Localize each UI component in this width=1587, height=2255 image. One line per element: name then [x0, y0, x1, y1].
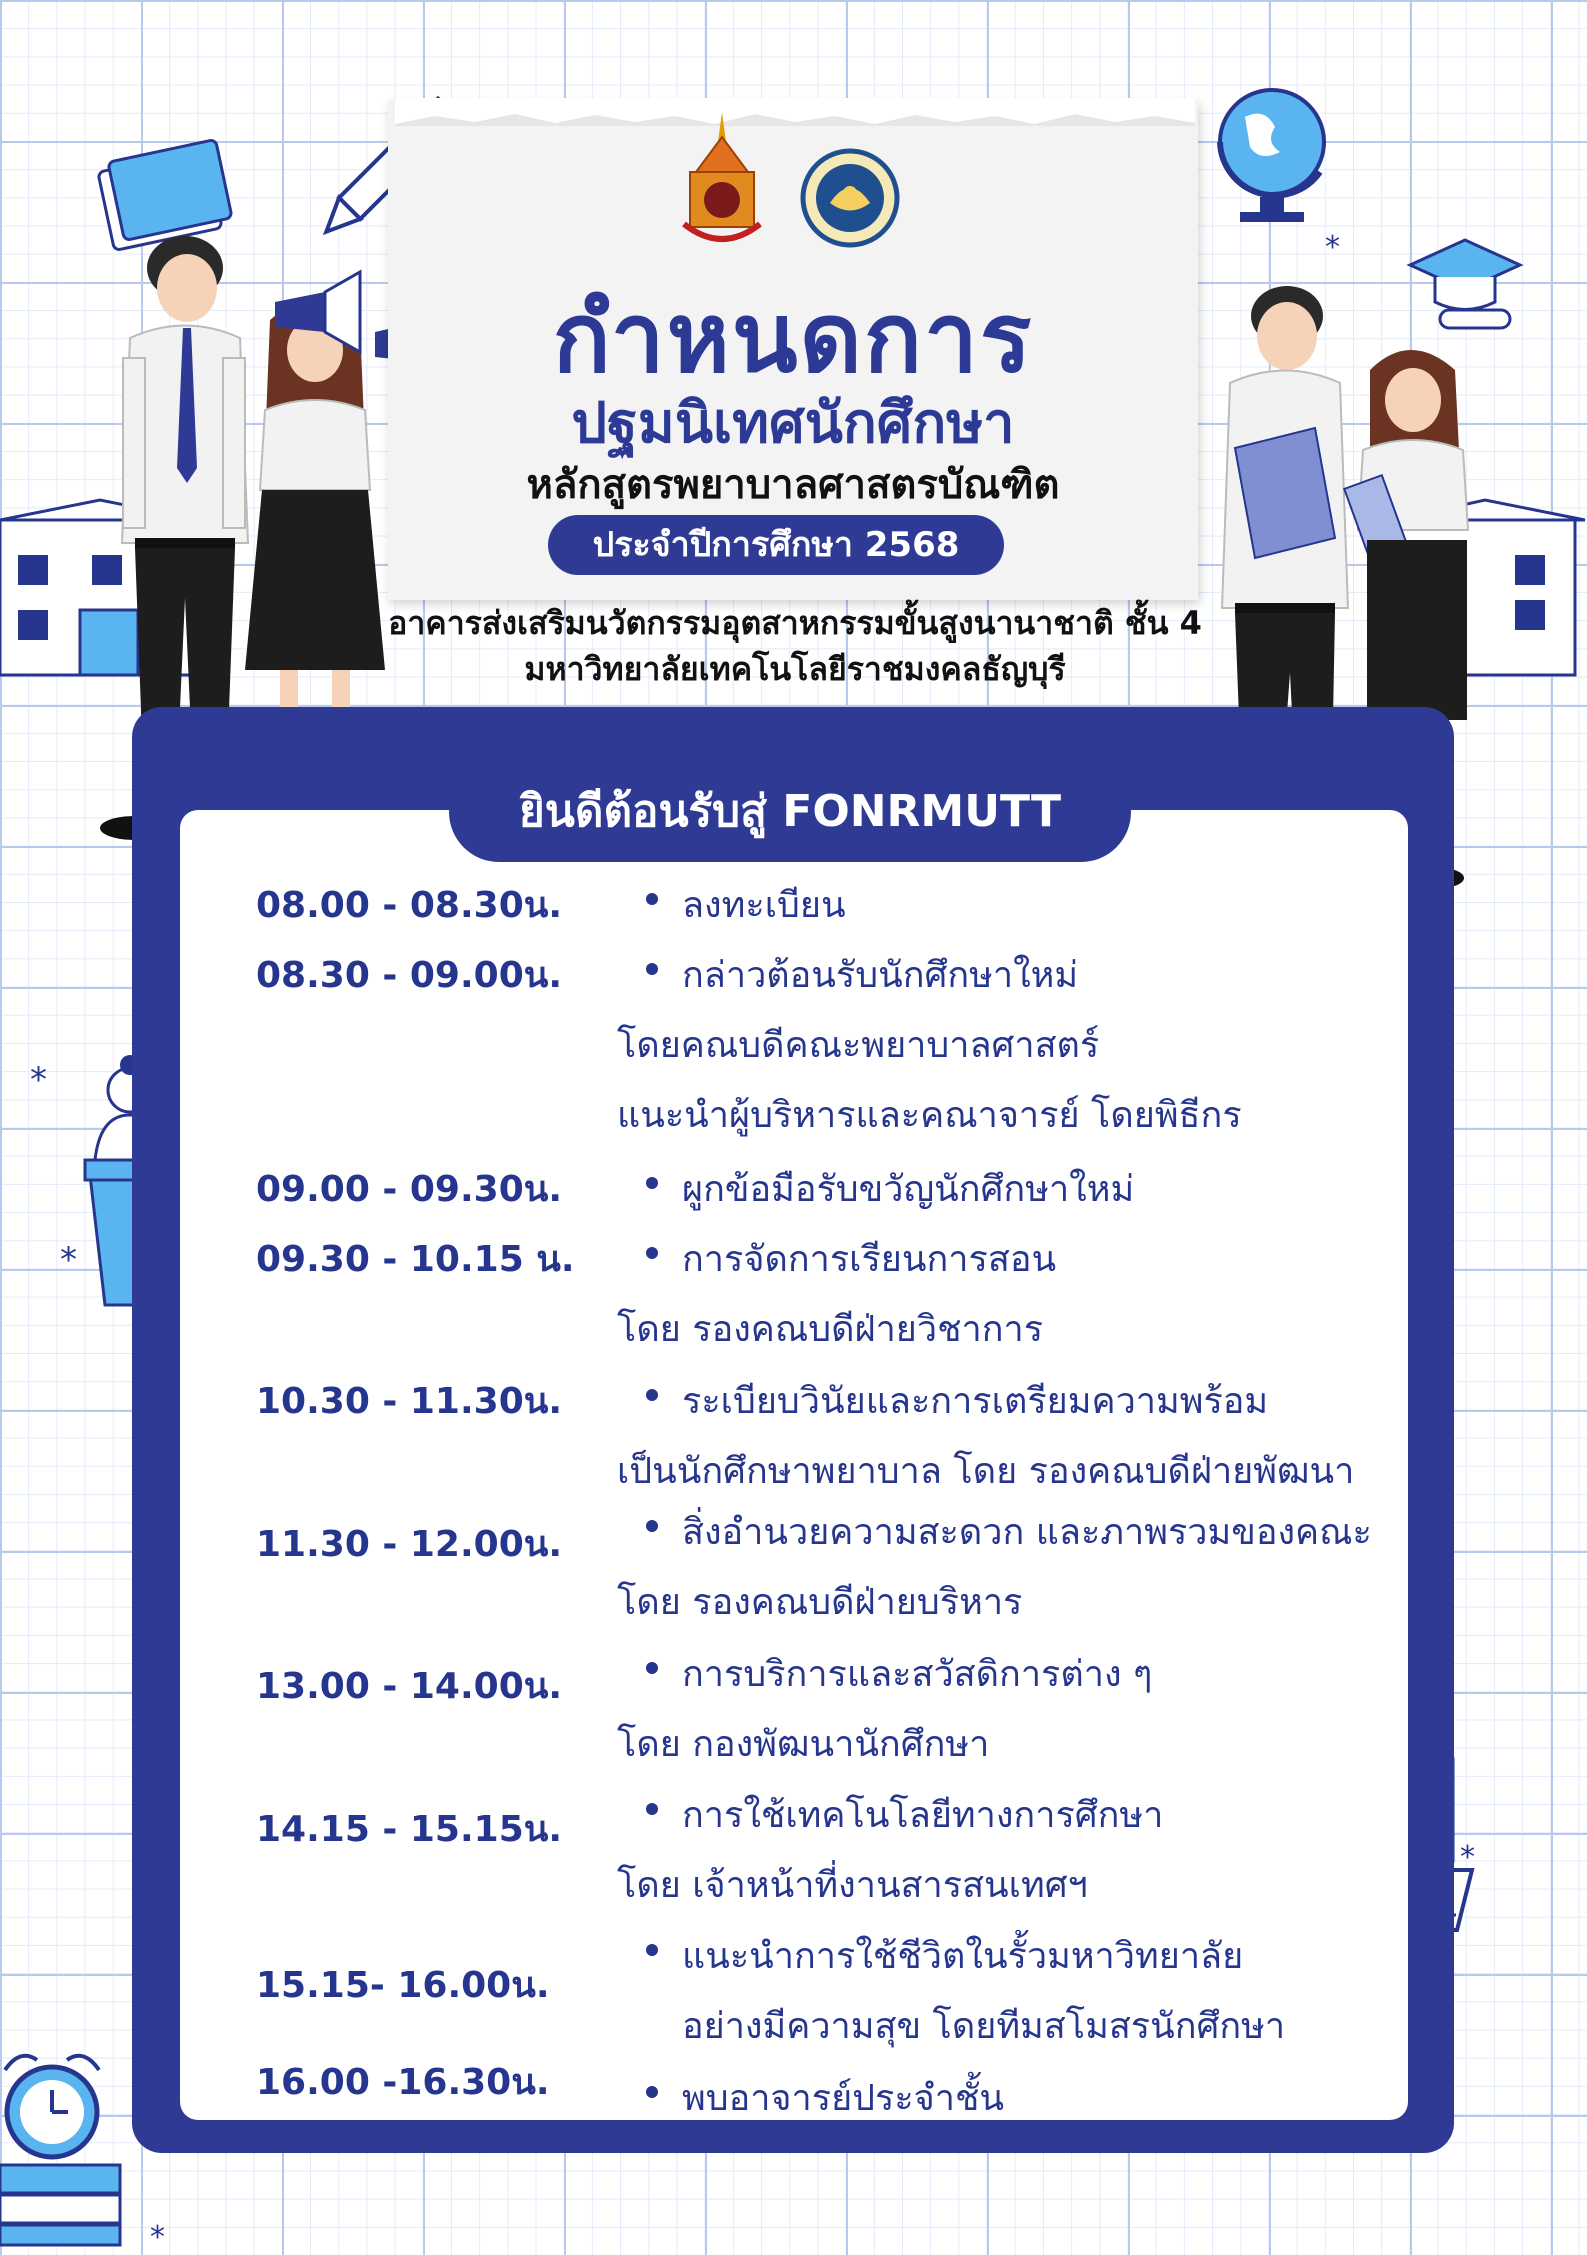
academic-year-badge: ประจำปีการศึกษา 2568 [548, 515, 1004, 575]
faculty-logo [800, 148, 900, 248]
schedule-detail: โดย รองคณบดีฝ่ายวิชาการ [617, 1309, 1044, 1350]
schedule-item: พบอาจารย์ประจำชั้น [682, 2078, 1005, 2119]
schedule-item: สิ่งอำนวยความสะดวก และภาพรวมของคณะ [682, 1512, 1372, 1553]
schedule-item: การจัดการเรียนการสอน [682, 1239, 1057, 1280]
schedule-item: การใช้เทคโนโลยีทางการศึกษา [682, 1795, 1164, 1836]
schedule-detail: อย่างมีความสุข โดยทีมสโมสรนักศึกษา [682, 2006, 1286, 2047]
schedule-detail: โดย รองคณบดีฝ่ายบริหาร [617, 1582, 1023, 1623]
schedule-time: 11.30 - 12.00น. [256, 1524, 563, 1565]
bullet-icon [646, 1803, 658, 1815]
welcome-banner: ยินดีต้อนรับสู่ FONRMUTT [449, 762, 1131, 862]
bullet-icon [646, 2086, 658, 2098]
schedule-item: ระเบียบวินัยและการเตรียมความพร้อม [682, 1381, 1269, 1422]
sparkle-decor: * [1325, 230, 1340, 265]
sparkle-decor: * [60, 1240, 77, 1280]
bullet-icon [646, 893, 658, 905]
bullet-icon [646, 1389, 658, 1401]
schedule-time: 10.30 - 11.30น. [256, 1381, 563, 1422]
page-subtitle: ปฐมนิเทศนักศึกษา [571, 391, 1015, 456]
page-title: กำหนดการ [552, 282, 1034, 394]
university-logo [676, 112, 768, 252]
schedule-time: 08.00 - 08.30น. [256, 885, 563, 926]
bullet-icon [646, 1520, 658, 1532]
schedule-detail: แนะนำผู้บริหารและคณาจารย์ โดยพิธีกร [617, 1095, 1242, 1136]
schedule-detail: โดย เจ้าหน้าที่งานสารสนเทศฯ [617, 1865, 1088, 1906]
sparkle-decor: * [150, 2220, 165, 2255]
bullet-icon [646, 1247, 658, 1259]
alarm-clock-icon [0, 2040, 120, 2245]
schedule-time: 09.30 - 10.15 น. [256, 1239, 575, 1280]
schedule-item: แนะนำการใช้ชีวิตในรั้วมหาวิทยาลัย [682, 1936, 1244, 1977]
schedule-item: กล่าวต้อนรับนักศึกษาใหม่ [682, 955, 1079, 996]
schedule-time: 09.00 - 09.30น. [256, 1169, 563, 1210]
schedule-item: การบริการและสวัสดิการต่าง ๆ [682, 1654, 1153, 1695]
schedule-detail: โดย กองพัฒนานักศึกษา [617, 1724, 990, 1765]
bullet-icon [646, 1177, 658, 1189]
schedule-time: 15.15- 16.00น. [256, 1965, 550, 2006]
schedule-detail: โดยคณบดีคณะพยาบาลศาสตร์ [617, 1025, 1100, 1066]
schedule-item: ผูกข้อมือรับขวัญนักศึกษาใหม่ [682, 1169, 1135, 1210]
venue-university: มหาวิทยาลัยเทคโนโลยีราชมงคลธัญบุรี [524, 650, 1066, 688]
venue-building: อาคารส่งเสริมนวัตกรรมอุตสาหกรรมขั้นสูงนานาชาติ ชั้น 4 [388, 604, 1202, 642]
program-name: หลักสูตรพยาบาลศาสตรบัณฑิต [526, 462, 1060, 508]
schedule-item: ลงทะเบียน [682, 885, 846, 926]
schedule-time: 08.30 - 09.00น. [256, 955, 563, 996]
schedule-time: 16.00 -16.30น. [256, 2062, 550, 2103]
sparkle-decor: * [30, 1060, 47, 1100]
books-icon [0, 2165, 120, 2193]
bullet-icon [646, 963, 658, 975]
schedule-time: 14.15 - 15.15น. [256, 1809, 563, 1850]
bullet-icon [646, 1944, 658, 1956]
bullet-icon [646, 1662, 658, 1674]
torn-paper-edge [395, 98, 1195, 126]
schedule-time: 13.00 - 14.00น. [256, 1666, 563, 1707]
sparkle-decor: * [1460, 1840, 1475, 1875]
globe-icon [1200, 72, 1340, 232]
schedule-detail: เป็นนักศึกษาพยาบาล โดย รองคณบดีฝ่ายพัฒนา [617, 1451, 1355, 1492]
graduation-cap-icon [1400, 225, 1530, 335]
